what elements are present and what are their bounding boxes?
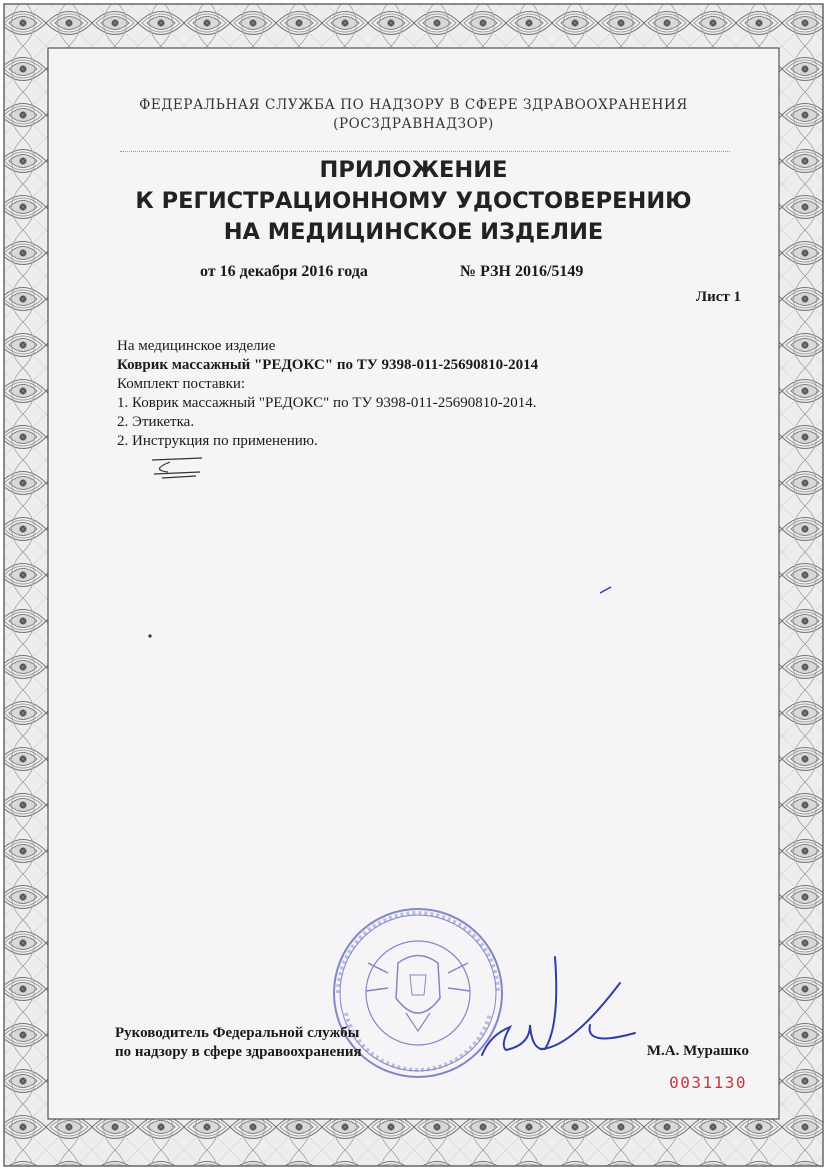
agency-abbreviation: (РОСЗДРАВНАДЗОР)	[333, 116, 494, 132]
product-name: Коврик массажный "РЕДОКС" по ТУ 9398-011-25690810-2014	[117, 357, 539, 373]
document-body	[117, 337, 538, 451]
header-divider	[120, 151, 730, 152]
kit-item: 2. Инструкция по применению.	[117, 433, 318, 449]
title-line-3: НА МЕДИЦИНСКОЕ ИЗДЕЛИЕ	[223, 219, 604, 245]
registration-number: № РЗН 2016/5149	[460, 263, 584, 280]
signatory-name: М.А. Мурашко	[646, 1043, 749, 1059]
agency-name: ФЕДЕРАЛЬНАЯ СЛУЖБА ПО НАДЗОРУ В СФЕРЕ ЗДРАВООХРАНЕНИЯ	[139, 97, 688, 113]
kit-label: Комплект поставки:	[117, 376, 246, 392]
signatory-title-line-1: Руководитель Федеральной службы	[115, 1025, 360, 1041]
issue-date: от 16 декабря 2016 года	[200, 263, 368, 280]
intro-text: На медицинское изделие	[117, 338, 276, 354]
serial-number: 0031130	[669, 1073, 747, 1092]
title-line-2: К РЕГИСТРАЦИОННОМУ УДОСТОВЕРЕНИЮ	[135, 188, 692, 214]
signatory-title	[115, 1024, 362, 1062]
issuing-agency	[0, 96, 827, 134]
title-line-1: ПРИЛОЖЕНИЕ	[319, 157, 508, 183]
kit-item: 2. Этикетка.	[117, 414, 195, 430]
ink-speck	[146, 632, 154, 640]
signatory-title-line-2: по надзору в сфере здравоохранения	[115, 1044, 362, 1060]
document-title	[0, 155, 827, 248]
ink-speck	[598, 585, 614, 595]
sheet-number: Лист 1	[695, 289, 741, 305]
signature	[470, 955, 640, 1070]
kit-item: 1. Коврик массажный "РЕДОКС" по ТУ 9398-011-25690810-2014.	[117, 395, 537, 411]
closing-mark	[140, 452, 210, 484]
